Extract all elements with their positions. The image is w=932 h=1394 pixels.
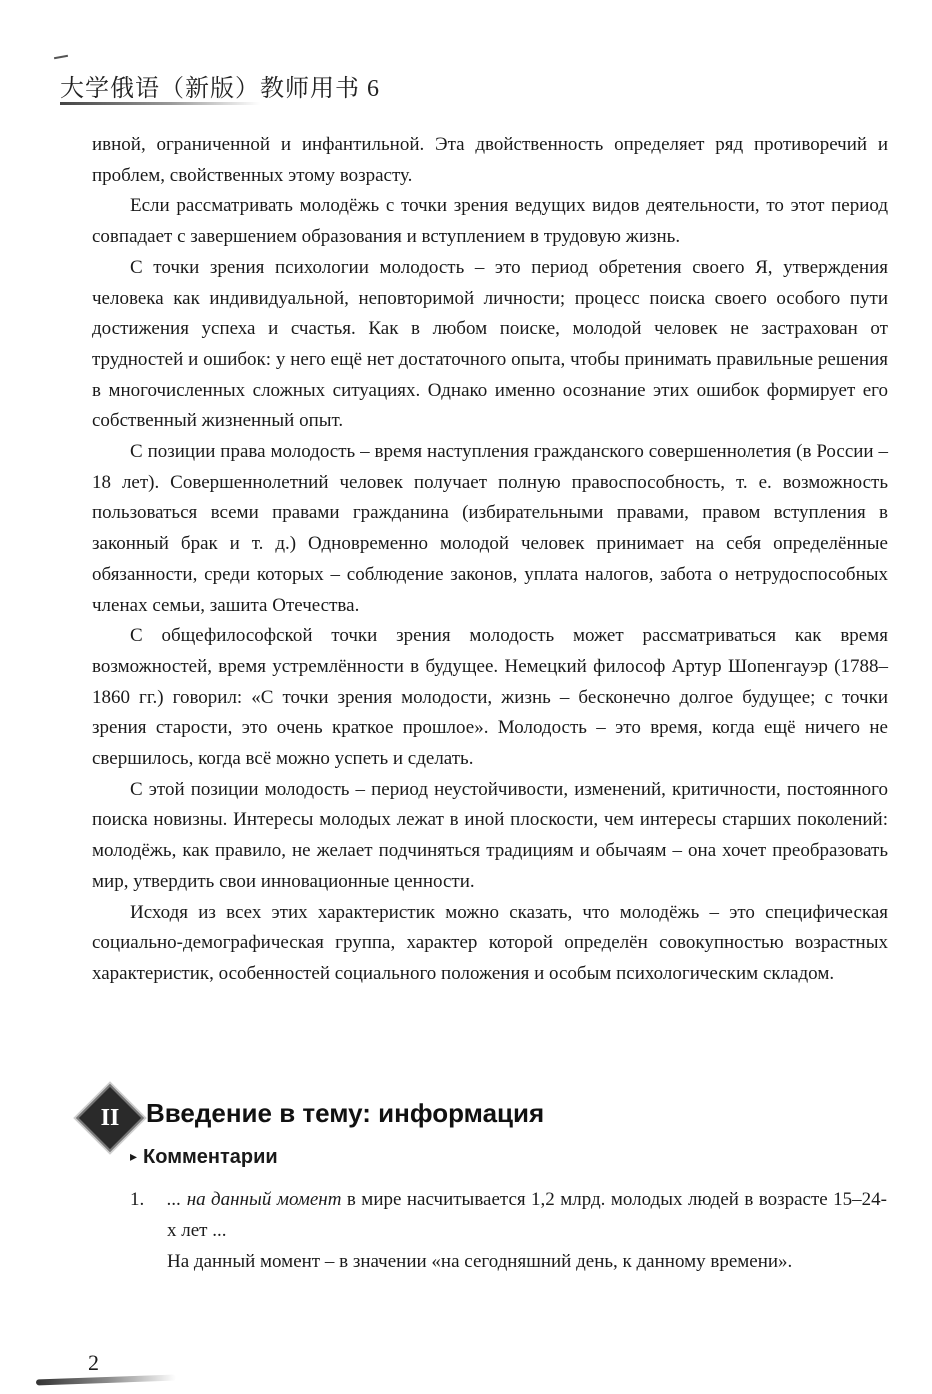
header-rule (60, 102, 260, 105)
paragraph: С общефилософской точки зрения молодость может рассматриваться как время возможностей, время устремлённости в будущее. Немецкий философ Артур Шопенгауэр (1788–1860 гг.) говорил: «С точки зрения молодости, жизнь – бесконечно долгое будущее; с точки зрения старости, это очень краткое прошлое». Молодость – это время, когда ещё ничего не свершилось, когда всё можно успеть и сделать. (92, 625, 888, 770)
paragraph: С позиции права молодость – время наступления гражданского совершеннолетия (в России – 18 лет). Совершеннолетний человек получает полную правоспособность, т. е. возможность пользоваться всеми правами гражданина (избирательными правами, правом вступления в законный брак и т. д.) Одновременно молодой человек принимает на себя определённые обязанности, среди которых – соблюдение законов, уплата налогов, забота о нетрудоспособных членах семьи, зашита Отечества. (92, 441, 888, 616)
paragraph: ивной, ограниченной и инфантильной. Эта двойственность определяет ряд противоречий и проблем, свойственных этому возрасту. (92, 134, 888, 186)
main-text (92, 130, 888, 990)
item-number: 1. (130, 1189, 145, 1210)
paragraph: С этой позиции молодость – период неустойчивости, изменений, критичности, постоянного поиска новизны. Интересы молодых лежат в иной плоскости, чем интересы старших поколений: молодёжь, как правило, не желает подчиняться традициям и обычаям – она хочет преобразовать мир, утвердить свои инновационные ценности. (92, 778, 888, 892)
subheading-label: Комментарии (143, 1146, 278, 1168)
header-decoration (54, 55, 68, 59)
paragraph: Если рассматривать молодёжь с точки зрения ведущих видов деятельности, то этот период совпадает с завершением образования и вступлением в трудовую жизнь. (92, 195, 888, 248)
running-header (60, 52, 580, 112)
section-title: Введение в тему: информация (146, 1098, 545, 1128)
paragraph: С точки зрения психологии молодость – это период обретения своего Я, утверждения человека как индивидуальной, неповторимой личности; процесс поиска своего особого пути достижения успеха и счастья. Как в любом поиске, молодой человек не застрахован от трудностей и ошибок: у него ещё нет достаточного опыта, чтобы принимать правильные решения в многочисленных сложных ситуациях. Однако именно осознание этих ошибок формирует его собственный жизненный опыт. (92, 256, 888, 432)
triangle-bullet-icon: ▸ (130, 1148, 138, 1164)
section-numeral: II (100, 1105, 120, 1131)
footer-decoration (36, 1375, 176, 1386)
item-rest: в мире насчитывается 1,2 млрд. молодых людей в возрасте 15–24-х лет ... (167, 1189, 888, 1241)
section-heading (84, 1090, 904, 1150)
page-number: 2 (88, 1350, 99, 1375)
book-title: 大学俄语（新版）教师用书 6 (60, 76, 380, 102)
paragraph: Исходя из всех этих характеристик можно сказать, что молодёжь – это специфическая социально-демографическая группа, характер которой определён совокупностью возрастных характеристик, особенностей социального положения и особым психологическим складом. (92, 901, 888, 984)
subheading (130, 1146, 278, 1169)
item-italic-phrase: ... на данный момент (167, 1189, 342, 1210)
item-text (167, 1185, 887, 1246)
item-note: На данный момент – в значении «на сегодняшний день, к данному времени». (167, 1251, 793, 1272)
